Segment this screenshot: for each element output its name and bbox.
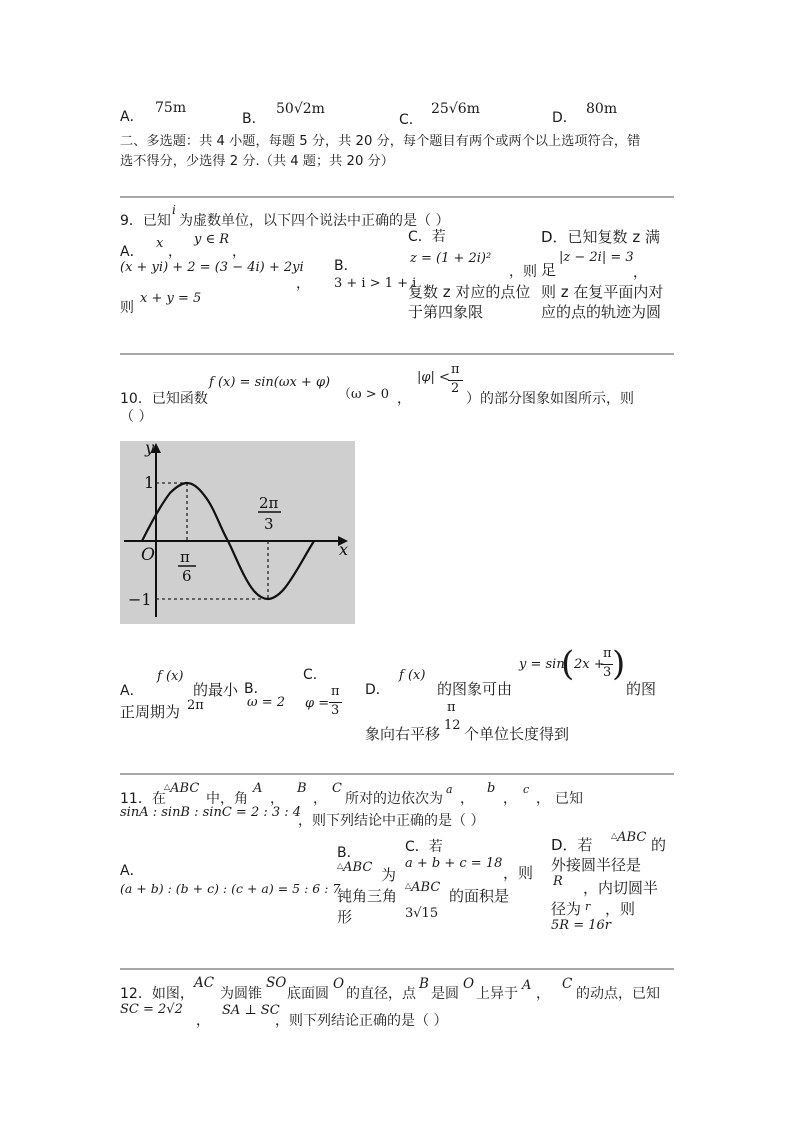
q9-option-a-equation: (x + yi) + 2 = (3 − 4i) + 2yi <box>120 260 304 275</box>
q12-stem-text4: 是圆 <box>431 986 459 1002</box>
q10-option-b-label: B． <box>244 681 268 697</box>
q10-option-d-label: D． <box>365 682 390 698</box>
q11-option-d-abc: ABC <box>617 830 647 845</box>
section-2-instructions-line2: 选不得分，少选得 2 分.（共 4 题；共 20 分） <box>120 154 394 169</box>
q11-stem-side-c: c <box>523 783 530 796</box>
q10-condition-phi: |φ| < <box>417 370 450 385</box>
q11-option-d-text4: ，则 <box>605 900 636 918</box>
q8-option-d-value: 80m <box>586 101 618 117</box>
q12-stem-sc: SC = 2√2 <box>120 1002 183 1017</box>
q10-option-a-text2: 正周期为 <box>120 703 181 721</box>
q11-comma: ， <box>460 791 474 807</box>
q10-option-a-value: 2π <box>187 698 204 713</box>
q11-option-b-text2: 钝角三角 <box>337 887 398 905</box>
q10-option-c-phi: φ = <box>305 696 330 711</box>
q11-option-d-equation: 5R = 16r <box>551 918 611 933</box>
q10-paren: （ ） <box>120 409 153 425</box>
q11-option-d-text2: ，内切圆半 <box>583 879 659 897</box>
divider <box>120 773 674 775</box>
q9-option-a-x: x <box>156 236 164 251</box>
x-tick-pi6-denominator: 6 <box>182 567 192 585</box>
q8-option-d-label: D． <box>552 110 577 126</box>
q11-option-b-text1: 为 <box>381 866 397 884</box>
q9-option-d-text2: 则 z 在复平面内对 <box>541 283 664 301</box>
q11-option-b-abc: ABC <box>343 860 373 875</box>
q10-phi-denominator: 2 <box>451 381 460 396</box>
q8-option-a-value: 75m <box>155 100 187 116</box>
q11-stem-angle-b: B <box>297 781 307 796</box>
q8-option-c-value: 25√6m <box>431 101 480 117</box>
q9-option-c-then: ，则 <box>509 264 537 280</box>
q9-option-a-conclusion: x + y = 5 <box>140 291 202 306</box>
x-axis-label: x <box>339 540 349 559</box>
q10-option-c-label: C． <box>303 667 327 683</box>
q10-stem-text: ）的部分图象如图所示，则 <box>466 391 634 407</box>
q9-option-d-text1: 足 <box>541 261 557 279</box>
q11-comma: ， <box>313 791 327 807</box>
q9-option-b-inequality: 3 + i > 1 + i <box>334 276 417 291</box>
q10-option-d-text2: 的图 <box>626 680 657 698</box>
q10-option-c-denominator: 3 <box>331 703 340 718</box>
q11-stem-angle-a: A <box>253 781 263 796</box>
sine-graph-plot <box>120 441 355 624</box>
q11-option-d-text3: 径为 <box>551 900 582 918</box>
q10-option-d-y: y = sin <box>519 657 565 672</box>
q11-option-b-label: B． <box>337 845 361 861</box>
q11-option-d-triangle: △ABC <box>611 830 647 845</box>
q11-option-d-r: r <box>585 900 591 913</box>
q12-stem-text5: 上异于 <box>476 986 518 1002</box>
q8-option-b-value: 50√2m <box>276 101 325 117</box>
q9-option-d-label: D．已知复数 z 满 <box>541 228 660 246</box>
q9-option-a-comma3: ， <box>296 276 310 292</box>
q8-option-a-label: A． <box>120 109 144 125</box>
q9-option-b-label: B． <box>334 258 358 274</box>
q10-option-a-label: A． <box>120 683 144 699</box>
q12-stem-text: ，则下列结论正确的是（ ） <box>275 1013 448 1029</box>
q12-stem-text3: 的直径，点 <box>346 986 416 1002</box>
q10-option-d-pi-denominator: 3 <box>603 665 612 680</box>
q9-stem-prefix: 9．已知 <box>120 213 171 229</box>
q12-stem-a: A <box>522 978 532 993</box>
q11-option-c-text: 的面积是 <box>449 887 510 905</box>
x-tick-pi6-numerator: π <box>180 548 190 566</box>
q10-option-b-value: ω = 2 <box>247 695 286 710</box>
q11-option-d-R: R <box>553 874 563 889</box>
q12-stem-text2: 底面圆 <box>287 986 329 1002</box>
q10-function: f (x) = sin(ωx + φ) <box>209 375 331 390</box>
y-tick-neg1-label: −1 <box>128 590 152 609</box>
q10-option-d-paren-left: ( <box>561 644 575 684</box>
q10-stem-prefix: 10．已知函数 <box>120 391 208 407</box>
q9-option-a-y: y ∈ R <box>194 232 230 247</box>
q12-stem-ac: AC <box>194 975 215 991</box>
q9-option-a-comma: ， <box>168 244 182 260</box>
q10-condition-omega: （ω > 0 <box>338 387 390 402</box>
q10-option-d-text4: 个单位长度得到 <box>464 725 570 743</box>
q11-option-c-value: 3√15 <box>405 906 439 921</box>
q12-comma: ， <box>536 986 550 1002</box>
q11-stem-angle-c: C <box>332 781 342 796</box>
y-tick-1-label: 1 <box>144 473 155 492</box>
section-2-instructions-line1: 二、多选题：共 4 小题，每题 5 分，共 20 分，每个题目有两个或两个以上选项符合，错 <box>120 134 641 149</box>
q11-stem-ratio: sinA : sinB : sinC = 2 : 3 : 4 <box>120 805 302 820</box>
q10-option-d-shift-denominator: 12 <box>444 718 461 733</box>
q12-stem-o: O <box>333 976 345 992</box>
q11-option-d-text0: 的 <box>651 836 667 854</box>
q12-stem-so: SO <box>266 975 287 991</box>
q9-stem-i: i <box>172 203 176 217</box>
q10-option-d-paren-right: ) <box>612 644 626 684</box>
q10-option-d-text3: 象向右平移 <box>365 725 441 743</box>
q11-stem-side-b: b <box>487 781 496 796</box>
q11-option-a-equation: (a + b) : (b + c) : (c + a) = 5 : 6 : 7 <box>120 881 341 896</box>
q11-stem-angles-text: 中，角 <box>206 791 248 807</box>
q10-option-d-shift-numerator: π <box>447 700 456 715</box>
q10-comma: ， <box>397 391 411 407</box>
q9-option-a-label: A． <box>120 244 144 260</box>
q11-option-d-label: D．若 <box>551 836 593 854</box>
q9-option-a-then: 则 <box>120 300 134 316</box>
q9-option-d-comma: ， <box>633 265 647 281</box>
sine-graph-figure <box>120 441 355 624</box>
q12-stem-perp: SA ⊥ SC <box>222 1003 280 1018</box>
q10-option-a-f: f (x) <box>157 669 184 684</box>
q9-option-c-text: 复数 z 对应的点位 <box>408 283 531 301</box>
q10-option-d-text1: 的图象可由 <box>437 680 513 698</box>
divider <box>120 968 674 970</box>
q12-stem-o2: O <box>463 976 475 992</box>
q11-stem-text: ，则下列结论中正确的是（ ） <box>298 813 485 829</box>
q11-comma: ， <box>503 791 517 807</box>
q9-option-a-comma2: ， <box>232 244 246 260</box>
q11-comma: ， <box>536 791 550 807</box>
q11-stem-side-a: a <box>446 783 453 796</box>
q10-option-d-pi-numerator: π <box>603 646 612 661</box>
q11-comma: ， <box>270 791 284 807</box>
q10-option-c-numerator: π <box>331 684 340 699</box>
divider <box>120 353 674 355</box>
q9-option-c-text2: 于第四象限 <box>408 303 484 321</box>
q10-option-d-f: f (x) <box>399 668 426 683</box>
q11-option-a-label: A． <box>120 863 144 879</box>
q9-option-d-text3: 应的点的轨迹为圆 <box>541 303 662 321</box>
q8-option-b-label: B． <box>242 111 266 127</box>
q11-option-c-then: ，则 <box>503 864 534 882</box>
q11-stem-known: 已知 <box>555 791 583 807</box>
q11-option-c-label: C．若 <box>405 839 443 855</box>
q11-option-c-triangle: △ABC <box>405 880 441 895</box>
q9-option-d-equation: |z − 2i| = 3 <box>559 250 634 265</box>
q11-option-b-triangle: △ABC <box>337 860 373 875</box>
q10-option-d-inner: 2x + <box>574 657 605 672</box>
q10-phi-numerator: π <box>451 362 460 377</box>
q9-option-c-equation: z = (1 + 2i)² <box>410 251 492 266</box>
origin-label: O <box>141 545 155 565</box>
q12-stem-c: C <box>562 976 573 992</box>
q12-comma: ， <box>196 1013 210 1029</box>
q9-option-c-label: C．若 <box>408 229 446 245</box>
q11-option-c-equation: a + b + c = 18 <box>405 856 503 871</box>
q8-option-c-label: C． <box>399 112 423 128</box>
x-tick-2pi3-denominator: 3 <box>264 515 274 533</box>
x-tick-2pi3-numerator: 2π <box>259 494 279 512</box>
q12-stem-text1: 为圆锥 <box>220 986 262 1002</box>
q12-stem-b: B <box>419 976 429 992</box>
q9-stem-text: 为虚数单位，以下四个说法中正确的是（ ） <box>179 213 450 229</box>
y-axis-label: y <box>145 441 155 457</box>
q10-option-a-text1: 的最小 <box>193 681 239 699</box>
q11-stem-abc: ABC <box>170 781 200 796</box>
q11-option-b-text3: 形 <box>337 908 353 926</box>
q11-stem-triangle: △ABC <box>164 781 200 796</box>
q12-stem-prefix: 12．如图， <box>120 986 194 1002</box>
divider <box>120 196 674 198</box>
q11-option-d-text1: 外接圆半径是 <box>551 856 642 874</box>
q11-stem-sides-text: 所对的边依次为 <box>345 791 443 807</box>
q12-stem-text6: 的动点，已知 <box>576 986 660 1002</box>
q11-stem-prefix: 11．在 <box>120 791 166 807</box>
q11-option-c-abc: ABC <box>411 880 441 895</box>
